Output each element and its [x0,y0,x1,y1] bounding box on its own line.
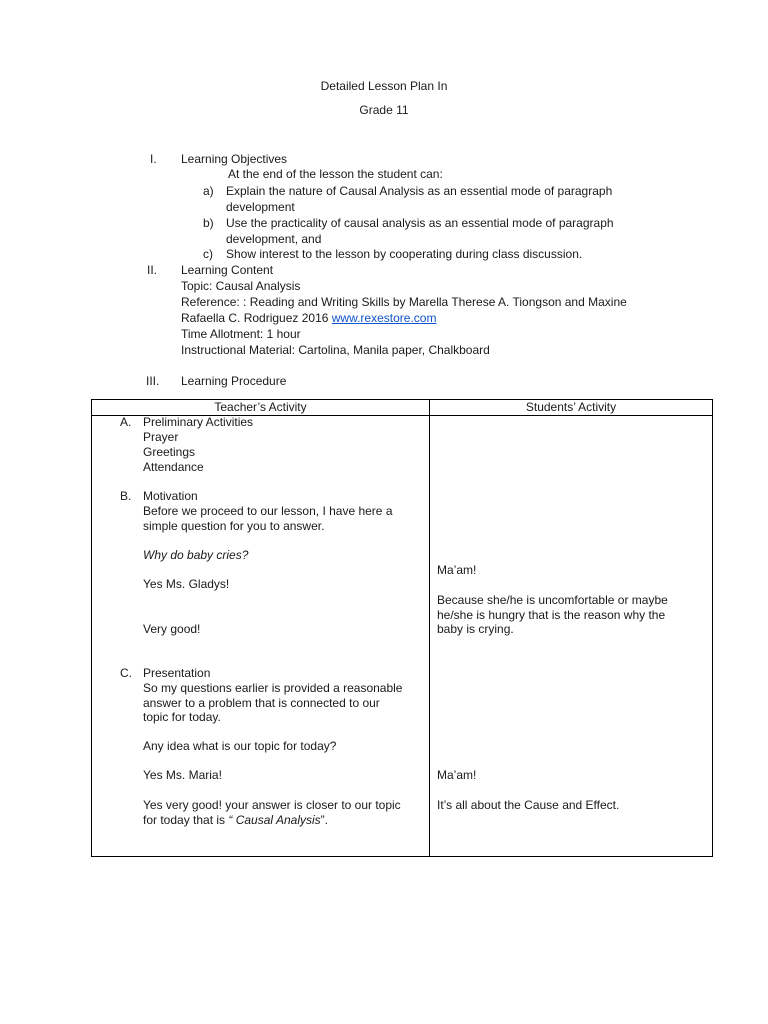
section-numeral-ii: II. [147,263,158,277]
grade-label: Grade 11 [359,103,409,117]
teacher-praise: Very good! [143,622,201,636]
objective-text: Explain the nature of Causal Analysis as an essential mode of paragraph [226,184,613,198]
teacher-call-gladys: Yes Ms. Gladys! [143,577,230,591]
student-response: Ma’am! [437,563,477,577]
prayer-item: Prayer [143,430,179,444]
motivation-question: Why do baby cries? [143,548,249,562]
presentation-text-cont: topic for today. [143,710,221,724]
objectives-heading: Learning Objectives [181,152,288,166]
objective-marker: c) [203,247,213,261]
presentation-text: So my questions earlier is provided a reasonable [143,681,403,695]
objective-text: Show interest to the lesson by cooperating during class discussion. [226,247,583,261]
time-allotment: Time Allotment: 1 hour [181,327,301,341]
objective-marker: a) [203,184,214,198]
document-title: Detailed Lesson Plan In [320,79,448,93]
reference-line-cont [181,311,436,326]
student-answer: It’s all about the Cause and Effect. [437,798,620,812]
students-activity-header: Students’ Activity [525,400,617,414]
objectives-intro: At the end of the lesson the student can: [228,167,443,181]
motivation-title: Motivation [143,489,198,503]
item-marker-b: B. [120,489,132,503]
student-answer-cont: baby is crying. [437,622,514,636]
teacher-feedback-cont: for today that is “ Causal Analysis”. [143,813,328,827]
presentation-title: Presentation [143,666,211,680]
rexestore-link[interactable]: www.rexestore.com [331,311,437,325]
student-answer-cont: he/she is hungry that is the reason why the [437,608,666,622]
objective-text-cont: development [226,200,295,214]
column-divider [429,400,430,856]
preliminary-activities-title: Preliminary Activities [143,415,254,429]
objective-text-cont: development, and [226,232,322,246]
procedure-heading: Learning Procedure [181,374,287,388]
teacher-call-maria: Yes Ms. Maria! [143,768,222,782]
section-numeral-iii: III. [146,374,160,388]
motivation-text: Before we proceed to our lesson, I have here a [143,504,393,518]
reference-authors: Rafaella C. Rodriguez 2016 [181,311,329,325]
topic-line: Topic: Causal Analysis [181,279,301,293]
student-response: Ma’am! [437,768,477,782]
presentation-question: Any idea what is our topic for today? [143,739,337,753]
reference-line: Reference: : Reading and Writing Skills by Marella Therese A. Tiongson and Maxine [181,295,627,309]
objective-text: Use the practicality of causal analysis as an essential mode of paragraph [226,216,614,230]
teacher-activity-header: Teacher’s Activity [214,400,307,414]
student-answer: Because she/he is uncomfortable or maybe [437,593,668,607]
objective-marker: b) [203,216,214,230]
greetings-item: Greetings [143,445,196,459]
section-numeral-i: I. [150,152,157,166]
instructional-material: Instructional Material: Cartolina, Manila paper, Chalkboard [181,343,490,357]
item-marker-a: A. [120,415,132,429]
motivation-text-cont: simple question for you to answer. [143,519,325,533]
attendance-item: Attendance [143,460,204,474]
presentation-text-cont: answer to a problem that is connected to our [143,696,380,710]
content-heading: Learning Content [181,263,274,277]
activity-table [91,399,713,857]
item-marker-c: C. [120,666,132,680]
teacher-feedback: Yes very good! your answer is closer to our topic [143,798,401,812]
